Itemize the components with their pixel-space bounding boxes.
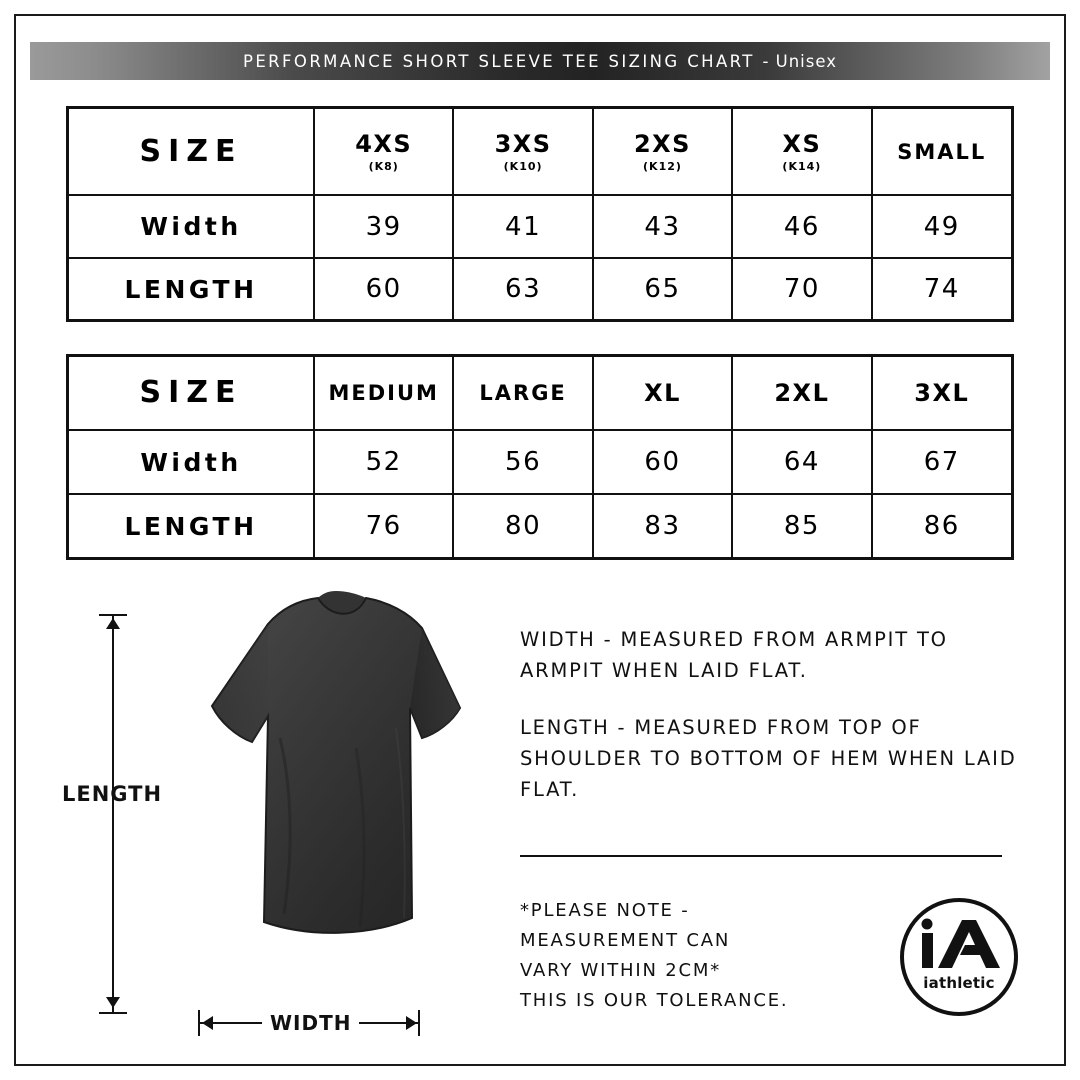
size-name: 4XS (355, 130, 413, 159)
width-value: 43 (593, 195, 732, 258)
length-measure-label: LENGTH (62, 782, 163, 806)
arrow-down-icon (106, 997, 120, 1008)
size-kid-code: (K10) (503, 160, 543, 174)
size-header-4xs (314, 109, 453, 195)
size-name: LARGE (479, 380, 567, 405)
size-name: XS (782, 130, 822, 159)
arrow-left-icon (202, 1016, 213, 1030)
size-header-large (453, 357, 592, 430)
width-value: 60 (593, 430, 732, 495)
size-name: 3XS (494, 130, 552, 159)
size-name: 2XS (633, 130, 691, 159)
width-value: 49 (872, 195, 1011, 258)
notes-divider (520, 855, 1002, 857)
length-measure-line (112, 614, 114, 1014)
length-value: 74 (872, 258, 1011, 319)
width-value: 41 (453, 195, 592, 258)
row-label-width: Width (69, 430, 314, 495)
tolerance-line: *PLEASE NOTE - (520, 900, 690, 921)
width-cap-left (198, 1010, 200, 1036)
table-row (69, 195, 1011, 258)
size-header-medium (314, 357, 453, 430)
width-value: 52 (314, 430, 453, 495)
row-label-size: SIZE (69, 357, 314, 430)
length-value: 63 (453, 258, 592, 319)
arrow-up-icon (106, 618, 120, 629)
tolerance-line: THIS IS OUR TOLERANCE. (520, 990, 789, 1011)
size-header-2xs (593, 109, 732, 195)
row-label-length: LENGTH (69, 494, 314, 557)
size-kid-code: (K8) (368, 160, 399, 174)
row-label-width: Width (69, 195, 314, 258)
width-measure-label: WIDTH (262, 1011, 359, 1035)
brand-logo (900, 898, 1018, 1016)
size-kid-code: (K12) (643, 160, 682, 174)
tolerance-line: MEASUREMENT CAN (520, 930, 731, 951)
length-cap-bottom (99, 1012, 127, 1014)
size-table-small (66, 106, 1014, 322)
logo-wordmark: iathletic (923, 974, 995, 992)
width-note: WIDTH - MEASURED FROM ARMPIT TO ARMPIT WHEN LAID FLAT. (520, 628, 948, 682)
length-value: 60 (314, 258, 453, 319)
length-value: 65 (593, 258, 732, 319)
size-header-xl (593, 357, 732, 430)
size-kid-code: (K14) (782, 160, 822, 174)
length-value: 85 (732, 494, 871, 557)
page-title-suffix: - Unisex (762, 51, 837, 71)
length-value: 83 (593, 494, 732, 557)
width-value: 39 (314, 195, 453, 258)
length-value: 76 (314, 494, 453, 557)
table-row (69, 494, 1011, 557)
tshirt-icon (160, 588, 480, 1018)
ia-monogram-icon (916, 918, 1002, 972)
length-value: 70 (732, 258, 871, 319)
size-header-small (872, 109, 1011, 195)
size-header-3xs (453, 109, 592, 195)
size-name: XL (644, 378, 681, 407)
page-title (243, 52, 837, 71)
length-cap-top (99, 614, 127, 616)
tolerance-note (520, 896, 920, 1016)
table-row (69, 357, 1011, 430)
size-name: 3XL (914, 378, 970, 407)
size-table-large (66, 354, 1014, 560)
width-value: 64 (732, 430, 871, 495)
length-value: 80 (453, 494, 592, 557)
size-header-2xl (732, 357, 871, 430)
table-row (69, 430, 1011, 495)
length-value: 86 (872, 494, 1011, 557)
table-row (69, 258, 1011, 319)
tolerance-line: VARY WITHIN 2CM* (520, 960, 722, 981)
size-name: MEDIUM (328, 380, 439, 405)
arrow-right-icon (406, 1016, 417, 1030)
size-header-xs (732, 109, 871, 195)
width-cap-right (418, 1010, 420, 1036)
row-label-size: SIZE (69, 109, 314, 195)
tshirt-illustration (150, 588, 470, 1028)
size-name: SMALL (897, 139, 987, 164)
size-name: 2XL (774, 378, 830, 407)
length-note: LENGTH - MEASURED FROM TOP OF SHOULDER TO BOTTOM OF HEM WHEN LAID FLAT. (520, 716, 1017, 801)
width-value: 67 (872, 430, 1011, 495)
row-label-length: LENGTH (69, 258, 314, 319)
size-header-3xl (872, 357, 1011, 430)
width-value: 56 (453, 430, 592, 495)
header-banner (30, 42, 1050, 80)
width-value: 46 (732, 195, 871, 258)
page-title-main: PERFORMANCE SHORT SLEEVE TEE SIZING CHART (243, 51, 755, 71)
measurement-notes (520, 624, 1020, 831)
table-row (69, 109, 1011, 195)
